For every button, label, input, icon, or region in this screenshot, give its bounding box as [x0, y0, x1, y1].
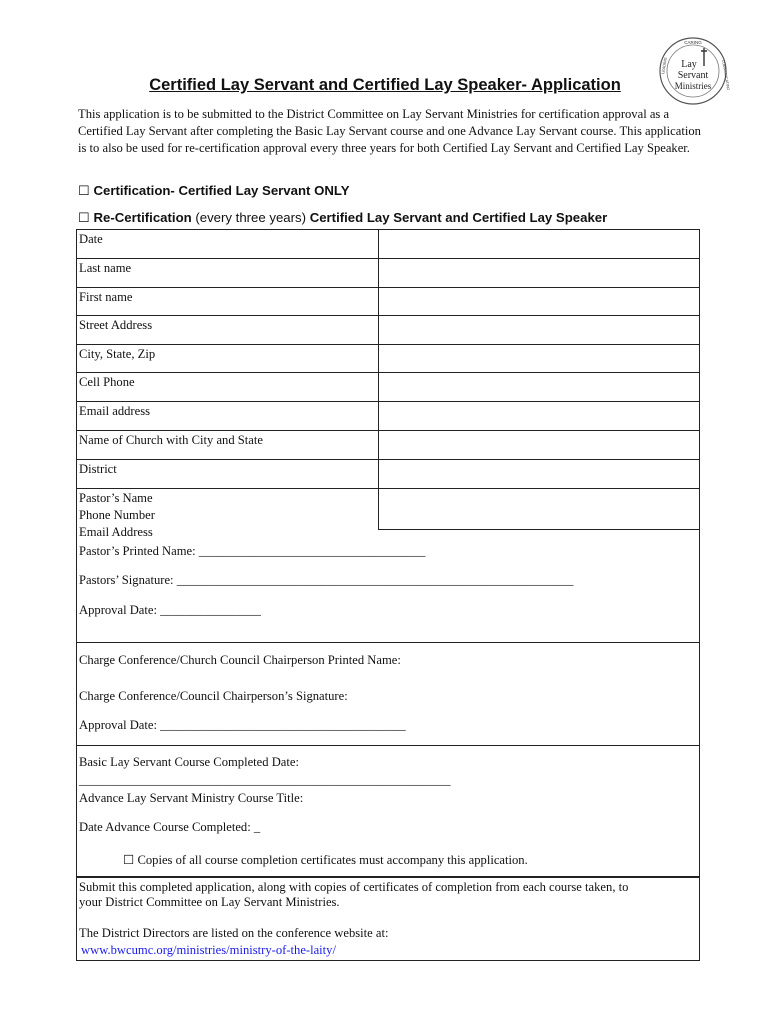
field-input[interactable]	[378, 431, 699, 459]
field-label: Last name	[79, 261, 132, 275]
logo-left-text: LEADING	[661, 57, 668, 75]
field-label: Date	[79, 232, 103, 246]
certification-option[interactable]	[78, 183, 350, 199]
pastor-approval-date[interactable]: Approval Date: ________________	[79, 603, 261, 617]
recertification-label-types: Certified Lay Servant and Certified Lay Speaker	[309, 210, 608, 225]
submit-line-1: Submit this completed application, along with copies of certificates of completion from each course taken, to	[79, 880, 629, 894]
field-row-district	[76, 459, 700, 488]
field-label: District	[79, 462, 117, 476]
pastor-approval-section	[76, 541, 700, 643]
logo-line1: Lay	[681, 59, 697, 70]
checkbox-icon: ☐	[123, 853, 135, 867]
pastor-signature[interactable]: Pastors’ Signature: _______________________________________________________________	[79, 573, 574, 587]
logo-line2: Servant	[677, 70, 709, 81]
recertification-label: Re-Certification	[93, 210, 192, 225]
field-label: Name of Church with City and State	[79, 433, 263, 447]
charge-conference-section	[76, 643, 700, 746]
certificate-note	[123, 852, 528, 869]
intro-paragraph: This application is to be submitted to the District Committee on Lay Servant Ministries for certification approval as a Certified Lay Servant after completing the Basic Lay Servant course and one Advance Lay Servant course. This application is to also be used for re-certification approval every three years for both Certified Lay Servant and Certified Lay Speaker.	[78, 107, 701, 155]
conference-website-link[interactable]: www.bwcumc.org/ministries/ministry-of-the-laity/	[81, 943, 336, 957]
field-label: Email address	[79, 404, 150, 418]
field-label: First name	[79, 290, 133, 304]
pastor-printed-name[interactable]: Pastor’s Printed Name: ____________________________________	[79, 544, 426, 558]
field-input[interactable]	[378, 316, 699, 344]
field-label: Street Address	[79, 318, 153, 332]
advance-course-title[interactable]: Advance Lay Servant Ministry Course Title:	[79, 791, 304, 805]
field-input[interactable]	[378, 489, 699, 530]
advance-course-date[interactable]: Date Advance Course Completed: _	[79, 820, 261, 834]
pastor-name-label: Pastor’s Name	[79, 491, 153, 505]
field-label: Cell Phone	[79, 375, 135, 389]
field-row-street-address	[76, 315, 700, 344]
course-section	[76, 745, 700, 877]
basic-course-date: Basic Lay Servant Course Completed Date:	[79, 755, 299, 769]
chairperson-printed-name[interactable]: Charge Conference/Church Council Chairperson Printed Name:	[79, 653, 401, 667]
recertification-checkbox[interactable]: ☐	[78, 210, 90, 225]
field-row-first-name	[76, 287, 700, 315]
field-input[interactable]	[378, 345, 699, 372]
submit-section	[76, 877, 700, 961]
field-row-email	[76, 401, 700, 430]
chairperson-approval-date[interactable]: Approval Date: _______________________________________	[79, 718, 406, 732]
basic-course-date-line[interactable]: ___________________________________________________________	[79, 773, 451, 787]
lay-servant-ministries-logo	[658, 36, 731, 106]
field-input[interactable]	[378, 402, 699, 430]
field-input[interactable]	[378, 373, 699, 401]
field-row-city-state-zip	[76, 344, 700, 372]
certification-label: Certification- Certified Lay Servant ONLY	[93, 183, 350, 198]
field-input[interactable]	[378, 288, 699, 315]
certification-checkbox[interactable]: ☐	[78, 183, 90, 198]
logo-right-text: COMMUNICATING	[721, 59, 731, 91]
field-row-church	[76, 430, 700, 459]
field-input[interactable]	[378, 460, 699, 488]
field-input[interactable]	[378, 259, 699, 287]
page-title: Certified Lay Servant and Certified Lay Speaker- Application	[149, 76, 621, 94]
field-input[interactable]	[378, 230, 699, 258]
pastor-phone-label: Phone Number	[79, 508, 155, 522]
logo-top-text: CARING	[684, 40, 702, 45]
field-label: City, State, Zip	[79, 347, 156, 361]
field-row-cell-phone	[76, 372, 700, 401]
recertification-label-note: (every three years)	[191, 210, 310, 225]
directors-text: The District Directors are listed on the conference website at:	[79, 926, 389, 940]
logo-line3: Ministries	[674, 81, 712, 91]
field-row-date	[76, 229, 700, 258]
recertification-option[interactable]	[78, 210, 607, 226]
pastor-email-label: Email Address	[79, 525, 153, 539]
submit-line-2: your District Committee on Lay Servant Ministries.	[79, 895, 340, 909]
field-row-pastor-contact	[76, 488, 700, 541]
chairperson-signature[interactable]: Charge Conference/Council Chairperson’s Signature:	[79, 689, 348, 703]
certificate-note-text: Copies of all course completion certificates must accompany this application.	[137, 853, 528, 867]
field-row-last-name	[76, 258, 700, 287]
